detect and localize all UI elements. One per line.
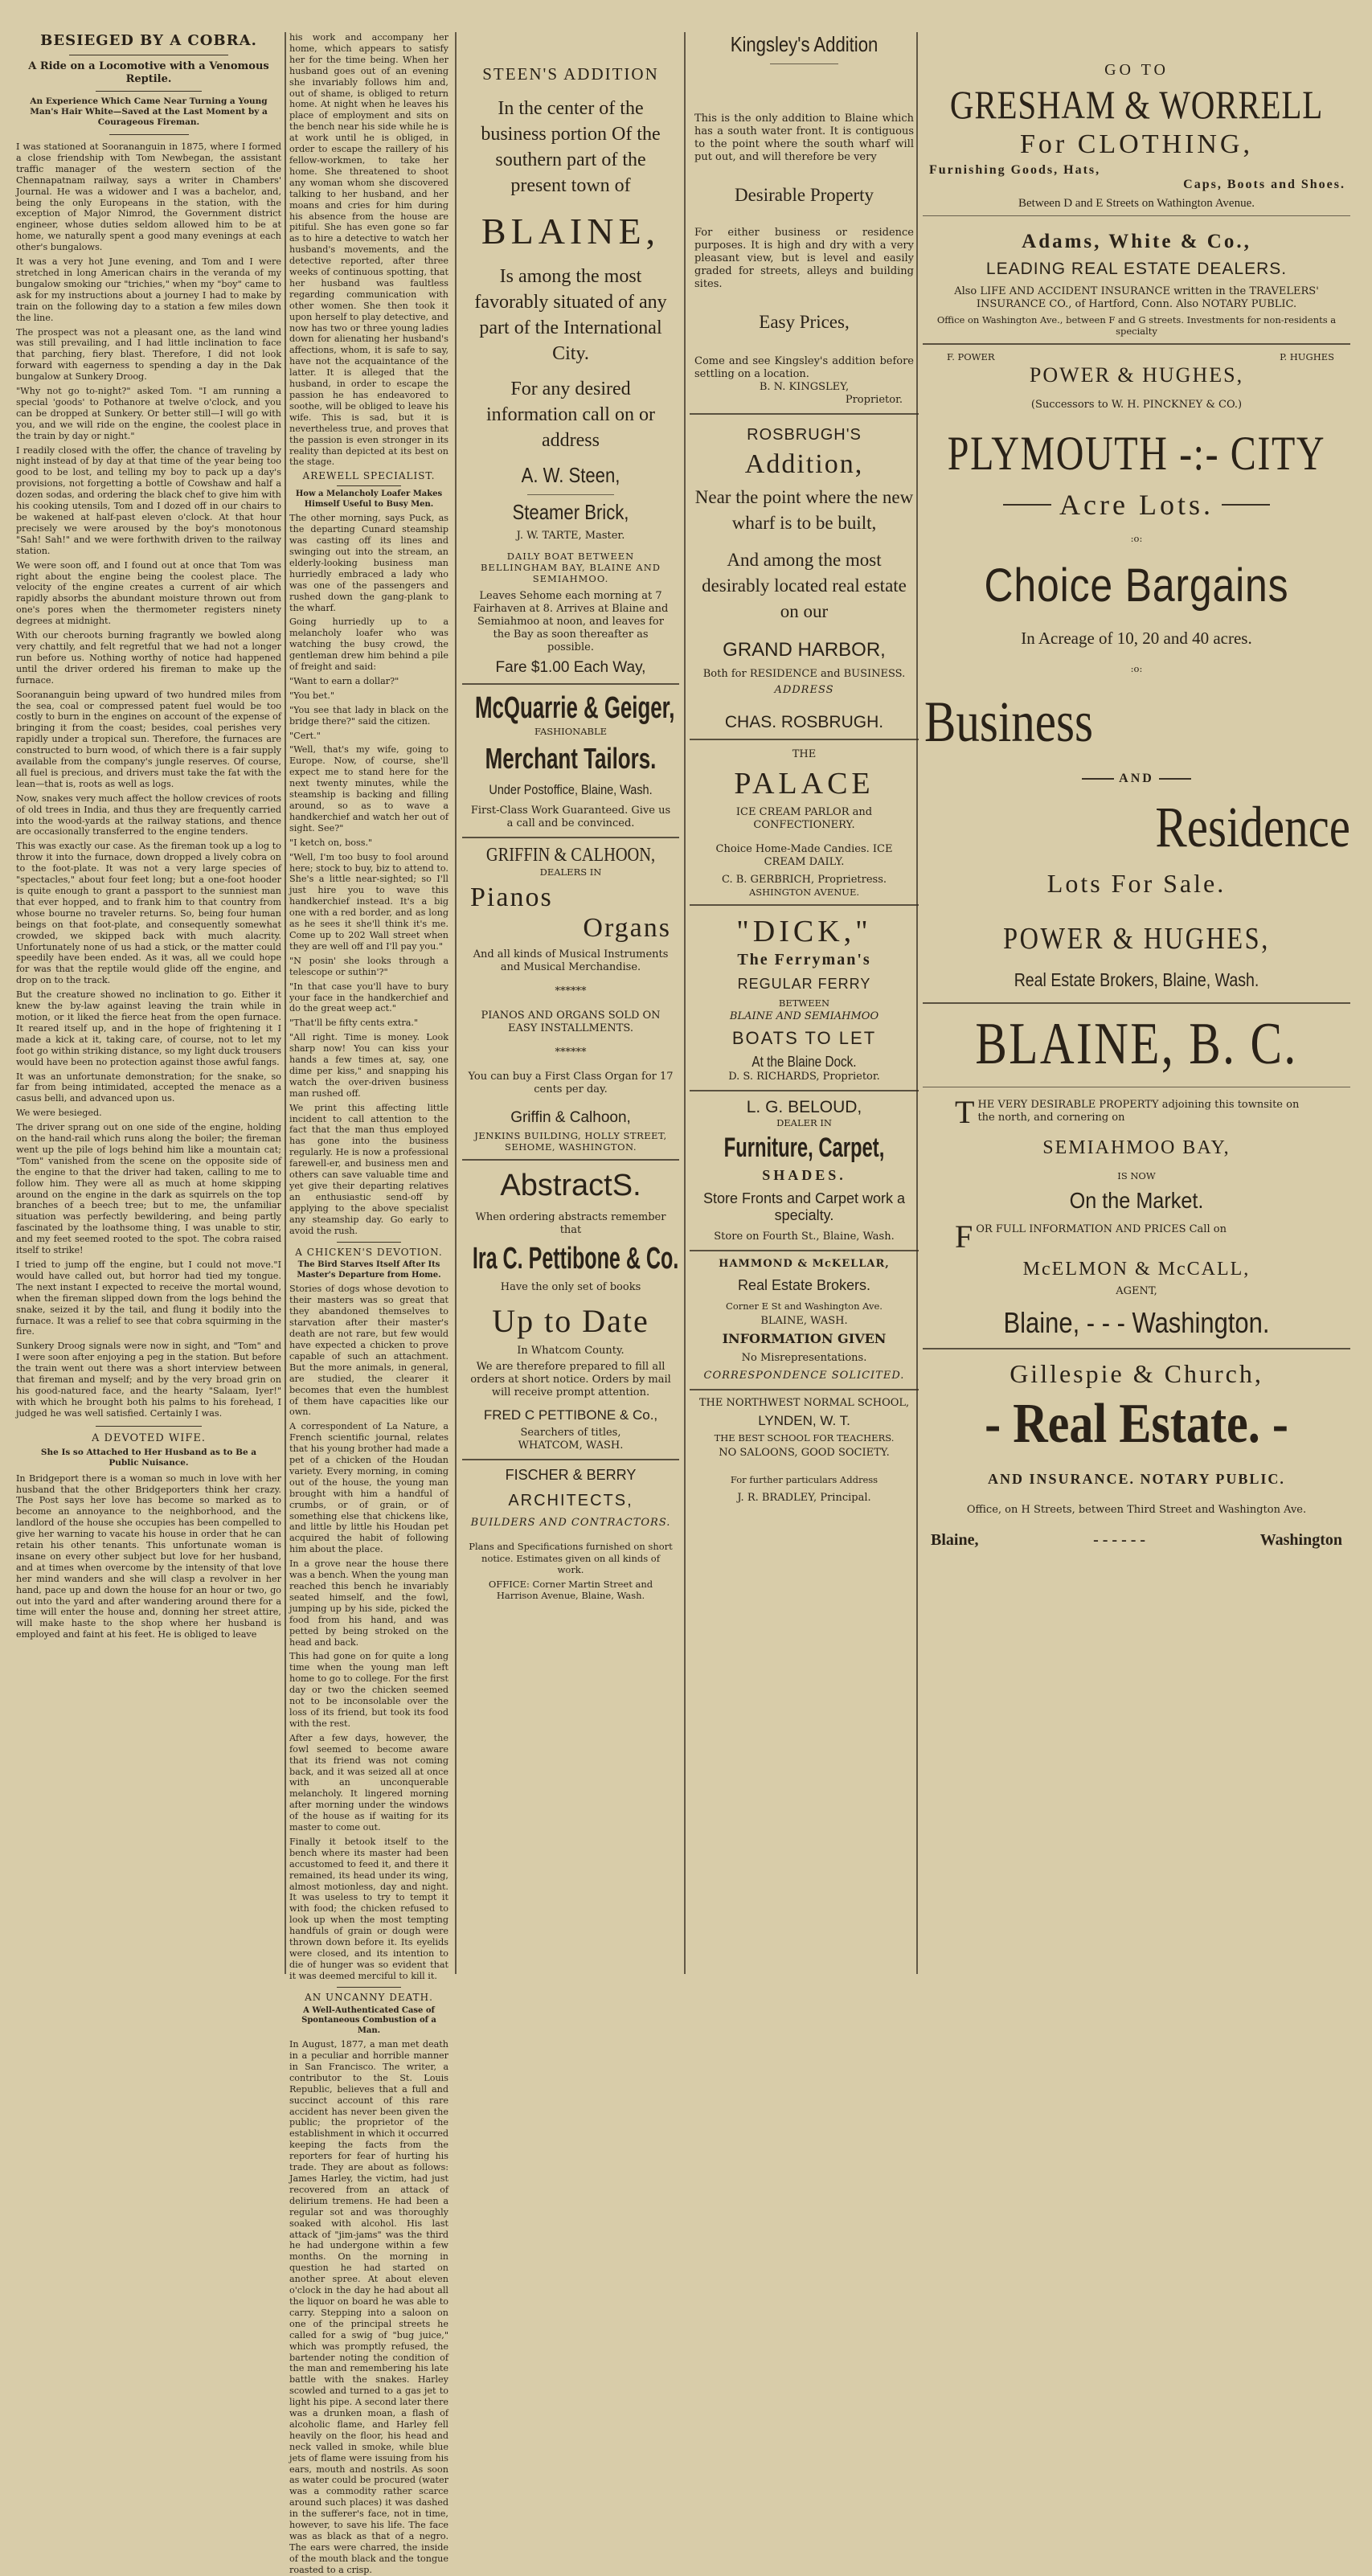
ad-text: J. W. TARTE, Master. xyxy=(516,530,625,542)
ad-text: NO SALOONS, GOOD SOCIETY. xyxy=(719,1447,890,1460)
ad-title: On the Market. xyxy=(1069,1188,1204,1214)
ad-text: Under Postoffice, Blaine, Wash. xyxy=(489,781,653,797)
ad-text: BLAINE AND SEMIAHMOO xyxy=(729,1010,879,1023)
ad-text: JENKINS BUILDING, HOLLY STREET, SEHOME, WASHINGTON. xyxy=(474,1130,667,1153)
ad-text: In Acreage of 10, 20 and 40 acres. xyxy=(1021,628,1252,648)
ad-text: In Whatcom County. xyxy=(517,1345,625,1358)
ad-title: McELMON & McCALL, xyxy=(1022,1259,1251,1280)
ad-text: (Successors to W. H. PINCKNEY & CO.) xyxy=(1030,398,1243,411)
ad-title: PLYMOUTH -:- CITY xyxy=(947,426,1326,480)
ad-title: L. G. BELOUD, xyxy=(746,1098,862,1117)
article-deck: The Bird Starves Itself After Its Master's Departure from Home. xyxy=(297,1260,441,1280)
ad-rosbrughs-addition xyxy=(690,426,919,732)
ad-text: IS NOW xyxy=(1117,1170,1156,1182)
ad-text: Near the point where the new wharf is to be built, xyxy=(694,487,914,533)
paragraph: I was stationed at Soorananguin in 1875, where I formed a close friendship with Tom Newbegan, the assistant traffic manager of the western section of the Chennapatnam railway, says a writer in Chambers' Journal. He was a widower and I was a bachelor, and, being the only Europeans in the station, with the exception of Major Nimrod, the Government district engineer, whose duties seldom allowed him to be at home, we naturally spent a good many evenings at each other's bungalows. xyxy=(16,141,281,253)
ad-text: GO TO xyxy=(1104,61,1169,79)
ad-text: Organs xyxy=(583,913,671,944)
ad-text: For any desired information call on or address xyxy=(486,379,655,451)
ad-name: A. W. Steen, xyxy=(521,463,620,487)
paragraph: "I ketch on, boss." xyxy=(289,837,373,848)
ad-text: Leaves Sehome each morning at 7 Fairhaven at 8. Arrives at Blaine and Semiahmoo at noon, and leaves for the Bay as soon thereafter as possible. xyxy=(473,589,669,653)
column-rule xyxy=(455,32,457,1974)
ad-text: Come and see Kingsley's addition before settling on a location. xyxy=(694,355,914,380)
paragraph: I tried to jump off the engine, but I could not move."I would have called out, but horror had tied my tongue. The next instant I expected to receive the mortal wound, when the fireman slipped down from the logs behind the snake, seized it by the tail, and flung it bodily into the furnace. It was a relief to see that cobra squirming in the fire. xyxy=(16,1259,281,1337)
ad-title: - Real Estate. - xyxy=(985,1393,1288,1456)
ad-text: ADDRESS xyxy=(774,684,834,696)
ad-text: AND INSURANCE. NOTARY PUBLIC. xyxy=(988,1471,1285,1488)
ad-text: FASHIONABLE xyxy=(534,725,607,737)
ad-text: For further particulars Address xyxy=(730,1474,878,1486)
ad-title: SHADES. xyxy=(762,1166,846,1183)
ad-text: DEALER IN xyxy=(776,1117,832,1129)
ad-text: CHAS. ROSBRUGH. xyxy=(724,713,884,731)
ad-text: BUILDERS AND CONTRACTORS. xyxy=(470,1517,671,1530)
ad-text: And among the most desirably located real estate on our xyxy=(702,550,907,621)
paragraph: We were soon off, and I found out at once that Tom was right about the engine being the coolest place. The velocity of the engine creates a current of air which rapidly absorbs the abundant moisture thrown out from one's pores when the thermometer registers ninety degrees at midnight. xyxy=(16,559,281,627)
ad-text: And all kinds of Musical Instruments and Musical Merchandise. xyxy=(473,948,669,974)
ad-title: GRAND HARBOR, xyxy=(723,639,886,661)
ad-title: LEADING REAL ESTATE DEALERS. xyxy=(985,260,1288,278)
ad-title: Desirable Property xyxy=(734,185,874,205)
ad-text: OR FULL INFORMATION AND PRICES Call on xyxy=(976,1223,1227,1236)
ad-title: Ira C. Pettibone & Co. xyxy=(472,1242,679,1276)
ad-text: AGENT, xyxy=(1116,1285,1157,1298)
ad-text: For either business or residence purposes. It is high and dry with a very pleasant view, but is level and easily graded for streets, alleys and building sites. xyxy=(694,227,914,290)
ad-text: D. S. RICHARDS, Proprietor. xyxy=(728,1071,880,1083)
ad-text: Furnishing Goods, Hats, xyxy=(929,163,1101,177)
column-1-cobra-story xyxy=(16,32,281,1974)
paragraph: This was exactly our case. As the fireman took up a log to throw it into the furnace, down dropped a lively cobra on to the foot-plate. It was not a very large species of "spectacles," about four feet long; but a one-foot hooder is quite enough to grant a passport to the sunniest man that ever hopped, and to frank him to that country from whose bourne no traveler returns. So, being four human beings on that foot-plate, and consequently somewhat crowded, we skipped back with much alacrity. Unfortunately none of us had a stick, or the matter could speedily have been ended. As it was, all we could hope for was that the reptile would glide off the engine, and drop on to the track. xyxy=(16,841,281,986)
ad-title: Steamer Brick, xyxy=(512,500,629,524)
paragraph: his work and accompany her home, which appears to satisfy her for the time being. When her husband goes out of an evening she invariably follows him and, out of shame, is obliged to return home. At night when he leaves his place of employment and sits on the bench near his side while he is at work until he is obliged, in order to escape the raillery of his fellow-workmen, to take her home. She threatened to shoot any woman whom she discovered talking to her husband, and her moans and cries for him during his absence from the house are pitiful. She has even gone so far as to hire a detective to watch her husband's movements, and the detective reported, after three weeks of continuous spotting, that her husband was faultless regarding communication with other women. She then took it upon herself to play detective, and now has two or three young ladies down for alienating her husband's affections, whom, it is safe to say, have not the acquaintance of the latter. It is alleged that the husband, in order to escape the passion he has endeavored to soothe, will be obliged to leave his wife. This is sad, but it is nevertheless true, and proves that the passion is even stronger in its reality than depicted at its best on the stage. xyxy=(289,32,448,468)
paragraph: A correspondent of La Nature, a French scientific journal, relates that his young brother had made a pet of a chicken of the Houdan variety. Every morning, in coming out of the house, the young man brought with him a handful of crumbs, or of grain, or of something else that chickens like, and little by little his Houdan pet acquired the habit of following him about the place. xyxy=(289,1421,448,1555)
paragraph: It was a very hot June evening, and Tom and I were stretched in long American chairs in the veranda of my bungalow smoking our "trichies," when my "boy" came to ask for my instructions about a journey I had to make by train on the following day to a station a few miles down the line. xyxy=(16,256,281,323)
ad-title: Up to Date xyxy=(492,1303,649,1340)
paragraph: After a few days, however, the fowl seemed to become aware that its friend was not coming back, and it was seized all at once with an unconquerable melancholy. It lingered morning after morning under the windows of the house as if waiting for its master to come out. xyxy=(289,1732,448,1833)
ad-text: Blaine, xyxy=(931,1531,979,1550)
column-rule xyxy=(285,32,286,1974)
ad-text: HE VERY DESIRABLE PROPERTY adjoining this townsite on the north, and cornering on xyxy=(977,1099,1300,1124)
ad-text: WHATCOM, WASH. xyxy=(518,1440,624,1452)
ad-text: Griffin & Calhoon, xyxy=(510,1109,631,1127)
ad-text: Store on Fourth St., Blaine, Wash. xyxy=(714,1230,895,1243)
ad-title: Addition, xyxy=(744,449,864,479)
ad-text: Real Estate Brokers, Blaine, Wash. xyxy=(1014,969,1259,991)
paragraph: "Well, that's my wife, going to Europe. Now, of course, she'll expect me to stand here for the next twenty minutes, while the steamship is backing and filling around, so as to wave a handkerchief and watch her out of sight. See?" xyxy=(289,744,448,833)
ad-blaine-bc xyxy=(923,1010,1350,1340)
ad-title: "DICK," xyxy=(736,915,872,949)
ad-griffin-calhoon xyxy=(462,845,679,1153)
ad-abstracts xyxy=(462,1169,679,1452)
ad-text: This is the only addition to Blaine which has a south water front. It is contiguous to the point where the south wharf will put out, and will therefore be very xyxy=(694,113,914,163)
ad-title: For CLOTHING, xyxy=(1020,129,1253,159)
article-subtitle: A Ride on a Locomotive with a Venomous Reptile. xyxy=(28,60,269,85)
ad-mcquarrie-geiger xyxy=(462,691,679,830)
ad-text: Washington xyxy=(1259,1531,1342,1550)
ad-palace xyxy=(690,748,919,898)
paragraph: "Why not go to-night?" asked Tom. "I am running a special 'goods' to Pothanore at twelve o'clock, and you can be dropped at Sunkery. Or better still—I will go with you, and we will ride on the engine, the coolest place in the train by day or night." xyxy=(16,386,281,441)
ad-title: GRIFFIN & CALHOON, xyxy=(485,844,656,866)
ad-gresham-worrell xyxy=(923,61,1350,211)
ad-text: - - - - - - xyxy=(1093,1531,1146,1550)
ad-text: Have the only set of books xyxy=(500,1281,641,1294)
paragraph: But the creature showed no inclination to go. Either it knew the by-law against leaving the train while in motion, or it liked the fierce heat from the open furnace. It reared itself up, and in the hope of frightening it I made a kick at it, taking care, of course, not to let my foot go within striking distance, so my light duck trousers would have been no protection against those awful fangs. xyxy=(16,989,281,1067)
ad-text: THE BEST SCHOOL FOR TEACHERS. xyxy=(714,1431,895,1444)
paragraph: We print this affecting little incident to call attention to the fact that the man thus employed has gone into the business regularly. He is now a professional farewell-er, and business men and others can save valuable time and yet give their departing relatives an enthusiastic send-off by applying to the above specialist any steamship day. Go early to avoid the rush. xyxy=(289,1102,448,1236)
ad-title: THE NORTHWEST NORMAL SCHOOL, xyxy=(698,1396,910,1409)
ad-title: Furniture, Carpet, xyxy=(723,1132,885,1163)
ad-beloud xyxy=(690,1098,919,1243)
ornament: :o: xyxy=(1130,662,1143,674)
ad-title: Business xyxy=(924,690,1093,755)
ad-text: At the Blaine Dock. xyxy=(752,1054,857,1071)
ad-title: BLAINE, B. C. xyxy=(975,1011,1298,1078)
drop-cap: T xyxy=(955,1094,975,1131)
article-title: A CHICKEN'S DEVOTION. xyxy=(295,1246,443,1258)
paragraph: We were besieged. xyxy=(16,1108,102,1119)
ad-title: Gillespie & Church, xyxy=(1010,1359,1263,1389)
ad-title: Merchant Tailors. xyxy=(485,741,657,775)
paragraph: The driver sprang out on one side of the engine, holding on the hand-rail which runs along the boiler; the fireman went up the pile of logs behind him like a mountain cat; "Tom" vanished from the scene on the opposite side of the engine to that the driver had taken, calling to me to follow him. They were all as much at home skipping around on the engine in the dark as squirrels on the top branches of a beech tree; but to me, the unfamiliar situation was perfectly bewildering, and being partly fascinated by the loathsome thing, I was unable to stir, and my feet seemed rooted to the spot. The cobra raised itself to strike! xyxy=(16,1122,281,1256)
ad-steamer-brick xyxy=(462,500,679,677)
column-rule xyxy=(684,32,686,1974)
paragraph: In a grove near the house there was a bench. When the young man reached this bench he invariably seated himself, and the fowl, jumping up by his side, picked the food from his hand, and was petted by being stroked on the head and back. xyxy=(289,1558,448,1648)
column-3-advertisements xyxy=(462,32,679,1974)
ad-title: Choice Bargains xyxy=(984,559,1289,612)
ad-title: AbstractS. xyxy=(500,1169,641,1203)
ad-text: LYNDEN, W. T. xyxy=(758,1412,850,1428)
ad-town: BLAINE, xyxy=(481,211,661,252)
ad-title: The Ferryman's xyxy=(737,951,871,969)
paragraph: "All right. Time is money. Look sharp now! You can kiss your hands a few times at, say, one dime per kiss," and snapping his watch the over-driven business man rushed off. xyxy=(289,1032,448,1099)
ad-title: Adams, White & Co., xyxy=(1022,231,1251,252)
ad-title: Real Estate Brokers. xyxy=(737,1276,871,1293)
ad-text: Is among the most favorably situated of any part of the International City. xyxy=(474,266,667,364)
paragraph: In August, 1877, a man met death in a peculiar and horrible manner in San Francisco. The writer, a contributor to the St. Louis Republic, believes that a full and succinct account of this rare accident has never been given the public; the proprietor of the establishment in which it occurred keeping the facts from the reporters for fear of hurting his trade. They are about as follows: James Harley, the victim, had just recovered from an attack of delirium tremens. He had been a regular sot and was thoroughly soaked with alcohol. His last attack of "jim-jams" was the third he had undergone within a few months. On the morning in question he had started on another spree. At about eleven o'clock in the day he had about all the liquor on board he was able to carry. Stepping into a saloon on one of the principal streets he called for a swig of "bug juice," which was promptly refused, the bartender noting the condition of the man and remembering his late battle with the snakes. Harley scowled and turned to a gas jet to light his pipe. A second later there was a drunken moan, a flash of alcoholic flame, and Harley fell heavily on the floor, his head and neck valled in smoke, while blue jets of flame were issuing from his ears, mouth and nostrils. As soon as water could be procured (water was a commodity rather scarce around such places) it was dashed in the sufferer's face, not in time, however, to save his life. The face was as black as that of a negro. The ears were charred, the inside of the mouth black and the tongue roasted to a crisp. xyxy=(289,2039,448,2575)
partner-name: F. POWER xyxy=(947,351,995,363)
partner-name: P. HUGHES xyxy=(1280,351,1334,363)
paragraph: "You bet." xyxy=(289,690,335,701)
paragraph: "In that case you'll have to bury your face in the handkerchief and do the great weep act." xyxy=(289,981,448,1014)
ad-title: POWER & HUGHES, xyxy=(1029,362,1244,387)
ad-text: Office, on H Streets, between Third Street and Washington Ave. xyxy=(966,1504,1307,1517)
paragraph: This had gone on for quite a long time when the young man left home to go to college. For the first day or two the chicken seemed not to be inconsolable over the loss of its friend, but took its food with the rest. xyxy=(289,1651,448,1729)
ad-title: ROSBRUGH'S xyxy=(747,426,862,444)
ad-text: THE xyxy=(792,748,817,760)
ad-title: Lots For Sale. xyxy=(1046,869,1227,899)
column-5-advertisements xyxy=(923,32,1350,1974)
ad-text: ICE CREAM PARLOR and CONFECTIONERY. xyxy=(735,806,873,831)
ad-text: B. N. KINGSLEY, xyxy=(759,381,850,393)
ad-text: Pianos xyxy=(470,883,553,913)
ad-dick-ferryman xyxy=(690,914,919,1083)
ad-text: CORRESPONDENCE SOLICITED. xyxy=(703,1369,905,1382)
ad-text: Fare $1.00 Each Way, xyxy=(495,658,646,676)
paragraph: "That'll be fifty cents extra." xyxy=(289,1018,419,1029)
ad-hammond-mckellar xyxy=(690,1258,919,1382)
article-title: AN UNCANNY DEATH. xyxy=(305,1991,433,2003)
article-title: AREWELL SPECIALIST. xyxy=(302,470,436,482)
ad-title: PALACE xyxy=(734,767,874,801)
paragraph: Now, snakes very much affect the hollow crevices of roots of old trees in India, and thus they are frequently carried into the wood-yards at the railway stations, and thence are occasionally transferred to the engine tenders. xyxy=(16,792,281,838)
ad-text: Store Fronts and Carpet work a specialty. xyxy=(702,1190,906,1223)
ad-divider: ****** xyxy=(555,985,587,998)
ad-text: Between D and E Streets on Wathington Avenue. xyxy=(1018,197,1255,210)
ad-steens-addition xyxy=(462,64,679,488)
paragraph: "Cert." xyxy=(289,730,321,741)
article-body xyxy=(16,141,281,1419)
ad-title: HAMMOND & McKELLAR, xyxy=(719,1257,890,1270)
ad-title: Blaine, - - - Washington. xyxy=(1003,1306,1270,1340)
ad-text: We are therefore prepared to fill all orders at short notice. Orders by mail will receive prompt attention. xyxy=(470,1361,671,1399)
paragraph: It was an unfortunate demonstration; for the snake, so far from being intimidated, accepted the menace as a casus belli, and advanced upon us. xyxy=(16,1071,281,1104)
ad-text: Searchers of titles, xyxy=(520,1427,621,1440)
ad-northwest-normal-school xyxy=(690,1397,919,1505)
ad-text: REGULAR FERRY xyxy=(737,976,871,993)
ad-title: Kingsley's Addition xyxy=(730,32,878,56)
ad-title: Easy Prices, xyxy=(759,312,850,332)
ad-title: Acre Lots. xyxy=(1059,488,1214,521)
paragraph: Soorananguin being upward of two hundred miles from the sea, coal or compressed patent fuel would be too costly to burn in the engines on account of the expense of bringing it from the coast; besides, coal perishes very rapidly under a tropical sun. Therefore, the furnaces are constructed to burn wood, of which there is a fair supply available from the company's jungle reserves. Of course, all fuel is precious, and drivers must take the fat with the lean—that is, roots as well as logs. xyxy=(16,689,281,789)
ad-title: STEEN'S ADDITION xyxy=(482,64,659,84)
paragraph: The other morning, says Puck, as the departing Cunard steamship was casting off its lines and swinging out into the stream, an elderly-looking business man hurriedly embraced a lady who was one of the passengers and rushed down the gang-plank to the wharf. xyxy=(289,513,448,613)
ad-text: When ordering abstracts remember that xyxy=(475,1211,666,1237)
ad-title: FISCHER & BERRY xyxy=(505,1467,637,1484)
ad-title: GRESHAM & WORRELL xyxy=(949,82,1324,127)
ad-title: ARCHITECTS, xyxy=(508,1492,633,1510)
article-deck: A Well-Authenticated Case of Spontaneous Combustion of a Man. xyxy=(301,2005,436,2035)
ad-title: McQuarrie & Geiger, xyxy=(475,690,675,725)
ad-text: In the center of the business portion Of the southern part of the present town of xyxy=(481,98,661,196)
ad-text: DAILY BOAT BETWEEN BELLINGHAM BAY, BLAINE AND SEMIAHMOO. xyxy=(480,551,661,585)
ad-text: BETWEEN xyxy=(778,997,830,1010)
paragraph: "N posin' she looks through a telescope or suthin'?" xyxy=(289,955,448,977)
ad-text: Also LIFE AND ACCIDENT INSURANCE written in the TRAVELERS' INSURANCE CO., of Hartford, Conn. Also NOTARY PUBLIC. xyxy=(954,285,1319,310)
paragraph: Sunkery Droog signals were now in sight, and "Tom" and I were soon after enjoying a peg in the station. But before the train went out there was a short interview between that fireman and myself; and by the very broad grin on his good-natured face, and the hearty "Salaam, Iyer!" with which he brought both his palms to his forehead, I judged he was well satisfied. Certainly I was. xyxy=(16,1341,281,1419)
drop-cap: F xyxy=(955,1218,973,1255)
ad-text: Caps, Boots and Shoes. xyxy=(1183,178,1345,191)
paragraph: In Bridgeport there is a woman so much in love with her husband that the other Bridgeporters think her crazy. The Post says her love has become so marked as to become an annoyance to the neighborhood, and the landlord of the house she occupies has been compelled to give her warning to vacate his house in order that he can retain his other tenants. This unfortunate woman is insane on every other subject but love for her husband, and at times when overcome by the intensity of that love her mind wanders and she will clasp a revolver in her hand, pace up and down the house for an hour or two, go out into the yard and after wandering around there for a time will enter the house and, donning her street attire, will make haste to the shop where her husband is employed and faint at his feet. He is obliged to leave xyxy=(16,1472,281,1640)
ad-kingsleys-addition xyxy=(690,32,919,407)
ad-text: First-Class Work Guaranteed. Give us a call and be convinced. xyxy=(470,804,671,829)
paragraph: "You see that lady in black on the bridge there?" said the citizen. xyxy=(289,704,448,727)
article-deck: How a Melancholy Loafer Makes Himself Useful to Busy Men. xyxy=(295,489,443,509)
paragraph: Stories of dogs whose devotion to their masters was so great that they abandoned themselves to starvation after their master's death are not rare, but few would have expected a chicken to prove capable of such an attachment. But the more animals, in general, are studied, the clearer it becomes that even the humblest of them have capacities like our own. xyxy=(289,1284,448,1418)
ad-text: FRED C PETTIBONE & Co., xyxy=(483,1407,658,1423)
paragraph: With our cheroots burning fragrantly we bowled along very chattily, and felt regretful that we had not a longer run before us. Nothing worthy of notice had happened until the driver ordered his fireman to make up the furnace. xyxy=(16,630,281,686)
ad-power-hughes xyxy=(923,351,1350,991)
paragraph: The prospect was not a pleasant one, as the land wind was still prevailing, and I had little inclination to face that parching, fiery blast. Therefore, I did not look forward with eagerness to spending a day in the Dak bungalow at Sunkery Droog. xyxy=(16,326,281,383)
ad-text: DEALERS IN xyxy=(539,866,602,878)
ad-text: Corner E St and Washington Ave. xyxy=(726,1300,883,1312)
ad-title: POWER & HUGHES, xyxy=(1003,922,1270,956)
column-4-advertisements xyxy=(690,32,919,1974)
ad-adams-white xyxy=(923,231,1350,337)
ad-text: ASHINGTON AVENUE. xyxy=(748,887,860,898)
paragraph: Going hurriedly up to a melancholy loafer who was watching the busy crowd, the gentleman drew him behind a pile of freight and said: xyxy=(289,616,448,673)
ad-text: AND xyxy=(1119,772,1154,786)
ad-title: INFORMATION GIVEN xyxy=(722,1330,887,1346)
ad-fischer-berry xyxy=(462,1467,679,1601)
ad-text: BLAINE, WASH. xyxy=(760,1314,848,1327)
paragraph: Finally it betook itself to the bench where its master had been accustomed to feed it, and there it remained, its head under its wing, almost motionless, day and night. It was useless to try to tempt it with food; the chicken refused to look up when the most tempting handfuls of grain or dough were thrown down before it. Its eyelids were closed, and its intention to die of hunger was so evident that it was deemed merciful to kill it. xyxy=(289,1836,448,1981)
ad-text: No Misrepresentations. xyxy=(741,1351,867,1364)
ad-text: J. R. BRADLEY, Principal. xyxy=(737,1492,871,1505)
ad-text: You can buy a First Class Organ for 17 cents per day. xyxy=(468,1071,674,1096)
article-deck: An Experience Which Came Near Turning a Young Man's Hair White—Saved at the Last Moment by a Courageous Fireman. xyxy=(30,96,268,127)
paragraph: I readily closed with the offer, the chance of traveling by night instead of by day at that time of the year being too good to be lost, and telling my boy to pack up a day's provisions, not forgetting a bottle of Cowshaw and half a dozen sodas, and ordering the black chef to give him with his cooking utensils, Tom and I dozed off in our chairs to be wakened at half-past eleven o'clock. At that hour precisely we were aroused by the boy's monotonous "Sah! Sah!" and we were forthwith driven to the railway station. xyxy=(16,444,281,556)
ad-title: Residence xyxy=(1155,795,1350,860)
ad-text: OFFICE: Corner Martin Street and Harrison Avenue, Blaine, Wash. xyxy=(488,1579,653,1602)
article-title: BESIEGED BY A COBRA. xyxy=(40,32,257,49)
ad-text: C. B. GERBRICH, Proprietress. xyxy=(721,874,887,886)
ad-divider: ****** xyxy=(555,1046,587,1059)
paragraph: "Want to earn a dollar?" xyxy=(289,675,399,686)
ad-text: Choice Home-Made Candies. ICE CREAM DAILY. xyxy=(715,843,893,868)
ad-title: SEMIAHMOO BAY, xyxy=(1042,1137,1231,1159)
ornament: :o: xyxy=(1130,532,1143,544)
column-2-stories xyxy=(289,32,448,2575)
ad-text: Office on Washington Ave., between F and G streets. Investments for non-residents a specialty xyxy=(936,314,1337,338)
paragraph: "Well, I'm too busy to fool around here; stock to buy, biz to attend to. She's a little near-sighted; so I'll just hire you to wave this handkerchief instead. It's a big one with a red border, and as long as he sees it she'll think it's me. Come up to 202 Wall street when they are well off and I'll pay you." xyxy=(289,851,448,952)
ad-gillespie-church xyxy=(923,1359,1350,1550)
ad-text: Both for RESIDENCE and BUSINESS. xyxy=(702,668,906,680)
ad-text: PIANOS AND ORGANS SOLD ON EASY INSTALLMENTS. xyxy=(481,1010,661,1035)
ad-title: BOATS TO LET xyxy=(731,1028,877,1049)
article-deck: She Is so Attached to Her Husband as to Be a Public Nuisance. xyxy=(40,1447,257,1468)
article-title: A DEVOTED WIFE. xyxy=(91,1431,207,1444)
ad-text: Plans and Specifications furnished on short notice. Estimates given on all kinds of work. xyxy=(469,1541,673,1575)
ad-text: Proprietor. xyxy=(845,394,903,406)
